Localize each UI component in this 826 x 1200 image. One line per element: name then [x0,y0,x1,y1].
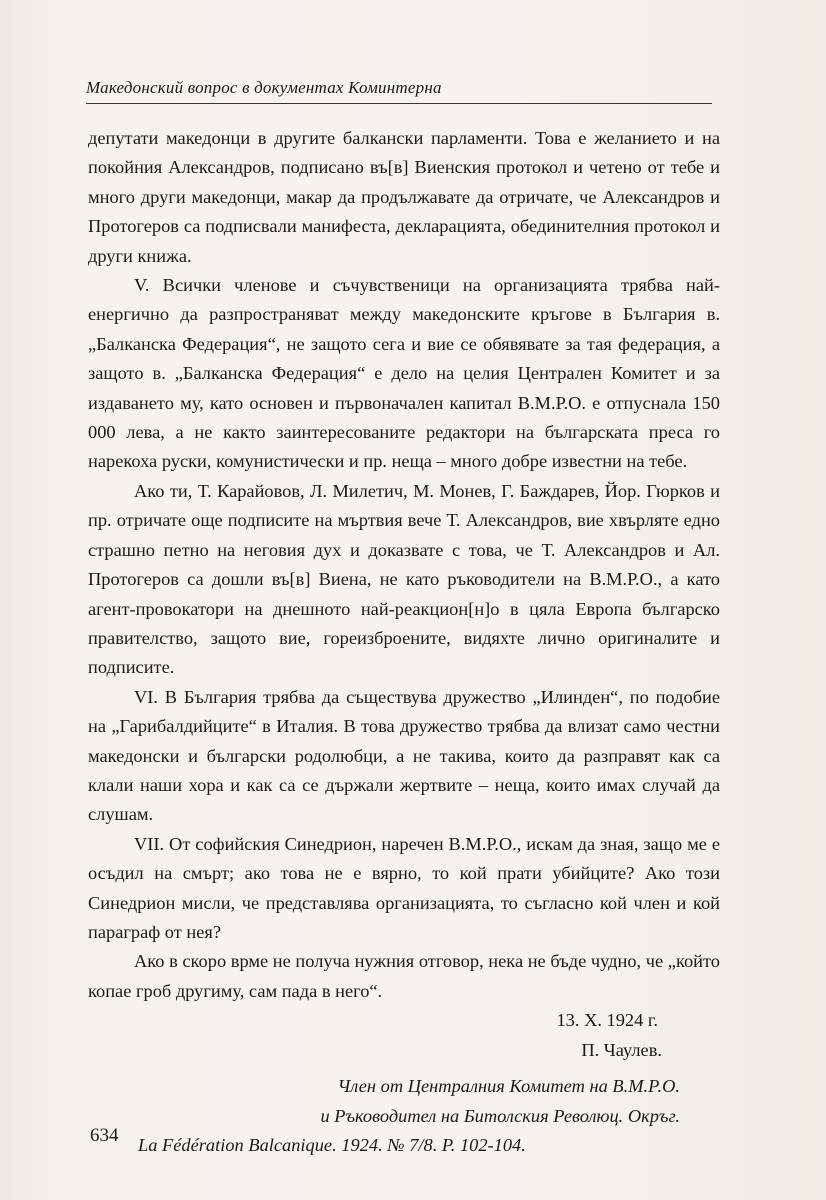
signature-title-line-2: и Ръководител на Битолския Революц. Окръг. [320,1106,680,1126]
paragraph-section-v: V. Всички членове и съчувственици на организацията трябва най-енергично да разпространяват между македонските кръгове в България в. „Балканска Федерация“, не защото сега и вие се обявявате за тая федерация, а защото в. „Балканска Федерация“ е дело на целия Централен Комитет и за издаването му, като основен и първоначален капитал В.М.Р.О. е отпуснала 150 000 лева, а не както заинтересованите редактори на българската преса го нарекоха руски, комунистически и пр. неща – много добре известни на тебе. [88,275,720,472]
signature-title [88,1071,720,1131]
signature-title-line-1: Член от Централния Комитет на В.М.Р.О. [337,1076,680,1096]
signature-name: П. Чаулев. [581,1039,662,1060]
header-rule [86,103,712,104]
signature-date: 13. X. 1924 г. [556,1010,658,1031]
page-number: 634 [90,1125,119,1146]
paragraph-signatures: Ако ти, Т. Карайовов, Л. Милетич, М. Монев, Г. Баждарев, Йор. Гюрков и пр. отричате още подписите на мъртвия вече Т. Александров, вие хвърляте едно страшно петно на неговия дух и доказвате с това, че Т. Александров и Ал. Протогеров са дошли въ[в] Виена, не като ръководители на В.М.Р.О., а като агент-провокатори на днешното най-реакцион[н]о в цяла Европа българско правителство, защото вие, гореизброените, видяхте лично оригиналите и подписите. [88,480,720,678]
source-citation: La Fédération Balcanique. 1924. № 7/8. P. 102-104. [138,1135,526,1155]
running-head: Македонский вопрос в документах Коминтерна [86,78,442,97]
document-body [88,124,720,1160]
paragraph-section-vii: VII. От софийския Синедрион, наречен В.М.Р.О., искам да зная, защо ме е осъдил на смърт; ако това не е вярно, то кой прати убийците? Ако този Синедрион мисли, че представлява организацията, то съгласно кой член и кой параграф от нея? [88,833,720,942]
paragraph-continuation: депутати македонци в другите балкански парламенти. Това е желанието и на покойния Александров, подписано въ[в] Виенския протокол и четено от тебе и много други македонци, макар да продължавате да отричате, че Александров и Протогеров са подписвали манифеста, декларацията, обединителния протокол и други книжа. [88,128,720,266]
paragraph-closing: Ако в скоро врме не получа нужния отговор, нека не бъде чудно, че „който копае гроб другиму, сам пада в него“. [88,951,720,1001]
paragraph-section-vi: VI. В България трябва да съществува дружество „Илинден“, по подобие на „Гарибалдийците“ в Италия. В това дружество трябва да влизат само честни македонски и български родолюбци, а не такива, които да разправят как са клали наши хора и как са се държали жертвите – неща, които имах случай да слушам. [88,686,720,825]
